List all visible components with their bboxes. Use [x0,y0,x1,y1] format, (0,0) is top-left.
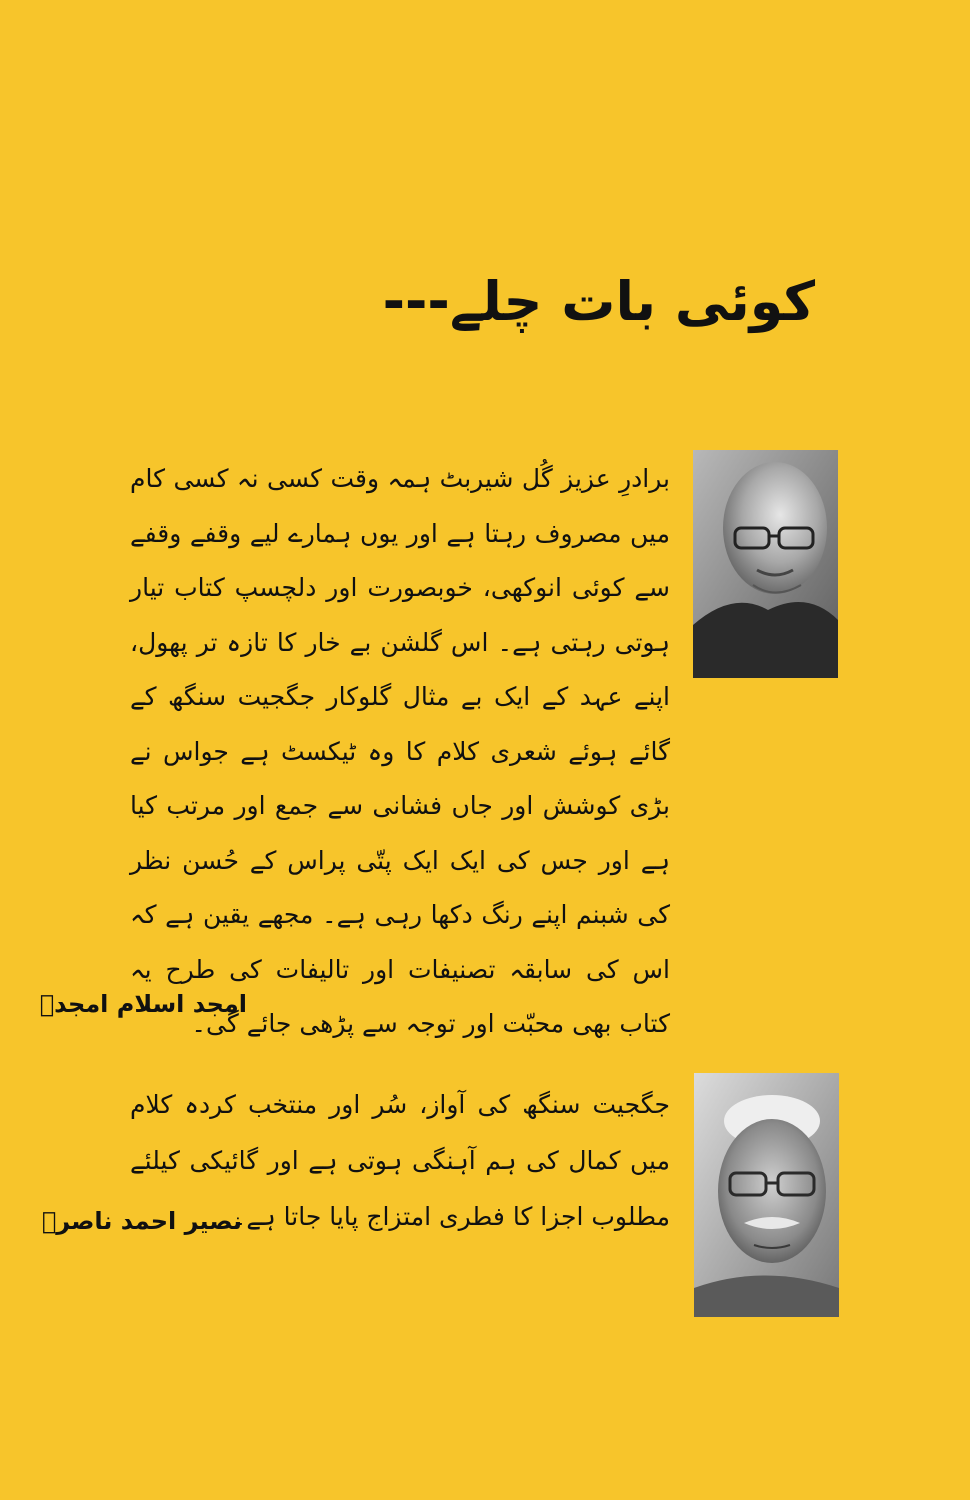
page-title: کوئی بات چلے--- [382,270,815,333]
signature-2: نصیر احمد ناصرؔ [41,1207,242,1235]
portrait-photo-2-image [694,1073,839,1317]
intro-paragraph-2: جگجیت سنگھ کی آواز، سُر اور منتخب کردہ کلام میں کمال کی ہم آہنگی ہوتی ہے اور گائیکی کیلئے مطلوب اجزا کا فطری امتزاج پایا جاتا ہے۔ [130,1090,670,1231]
portrait-photo-2 [694,1073,839,1317]
intro-paragraph-1: برادرِ عزیز گُل شیربٹ ہمہ وقت کسی نہ کسی کام میں مصروف رہتا ہے اور یوں ہمارے لیے وقفے وقفے سے کوئی انوکھی، خوبصورت اور دلچسپ کتاب تیار ہوتی رہتی ہے۔ اس گلشن بے خار کا تازہ تر پھول، اپنے عہد کے ایک بے مثال گلوکار جگجیت سنگھ کے گائے ہوئے شعری کلام کا وہ ٹیکسٹ ہے جواس نے بڑی کوشش اور جاں فشانی سے جمع اور مرتب کیا ہے اور جس کی ایک ایک پتّی پراس کے حُسن نظر کی شبنم اپنے رنگ دکھا رہی ہے۔ مجھے یقین ہے کہ اس کی سابقہ تصنیفات اور تالیفات کی طرح یہ کتاب بھی محبّت اور توجہ سے پڑھی جائے گی۔ [130,464,670,1038]
portrait-photo-1 [693,450,838,678]
portrait-photo-1-image [693,450,838,678]
signature-1: امجد اسلام امجدؔ [39,990,247,1018]
